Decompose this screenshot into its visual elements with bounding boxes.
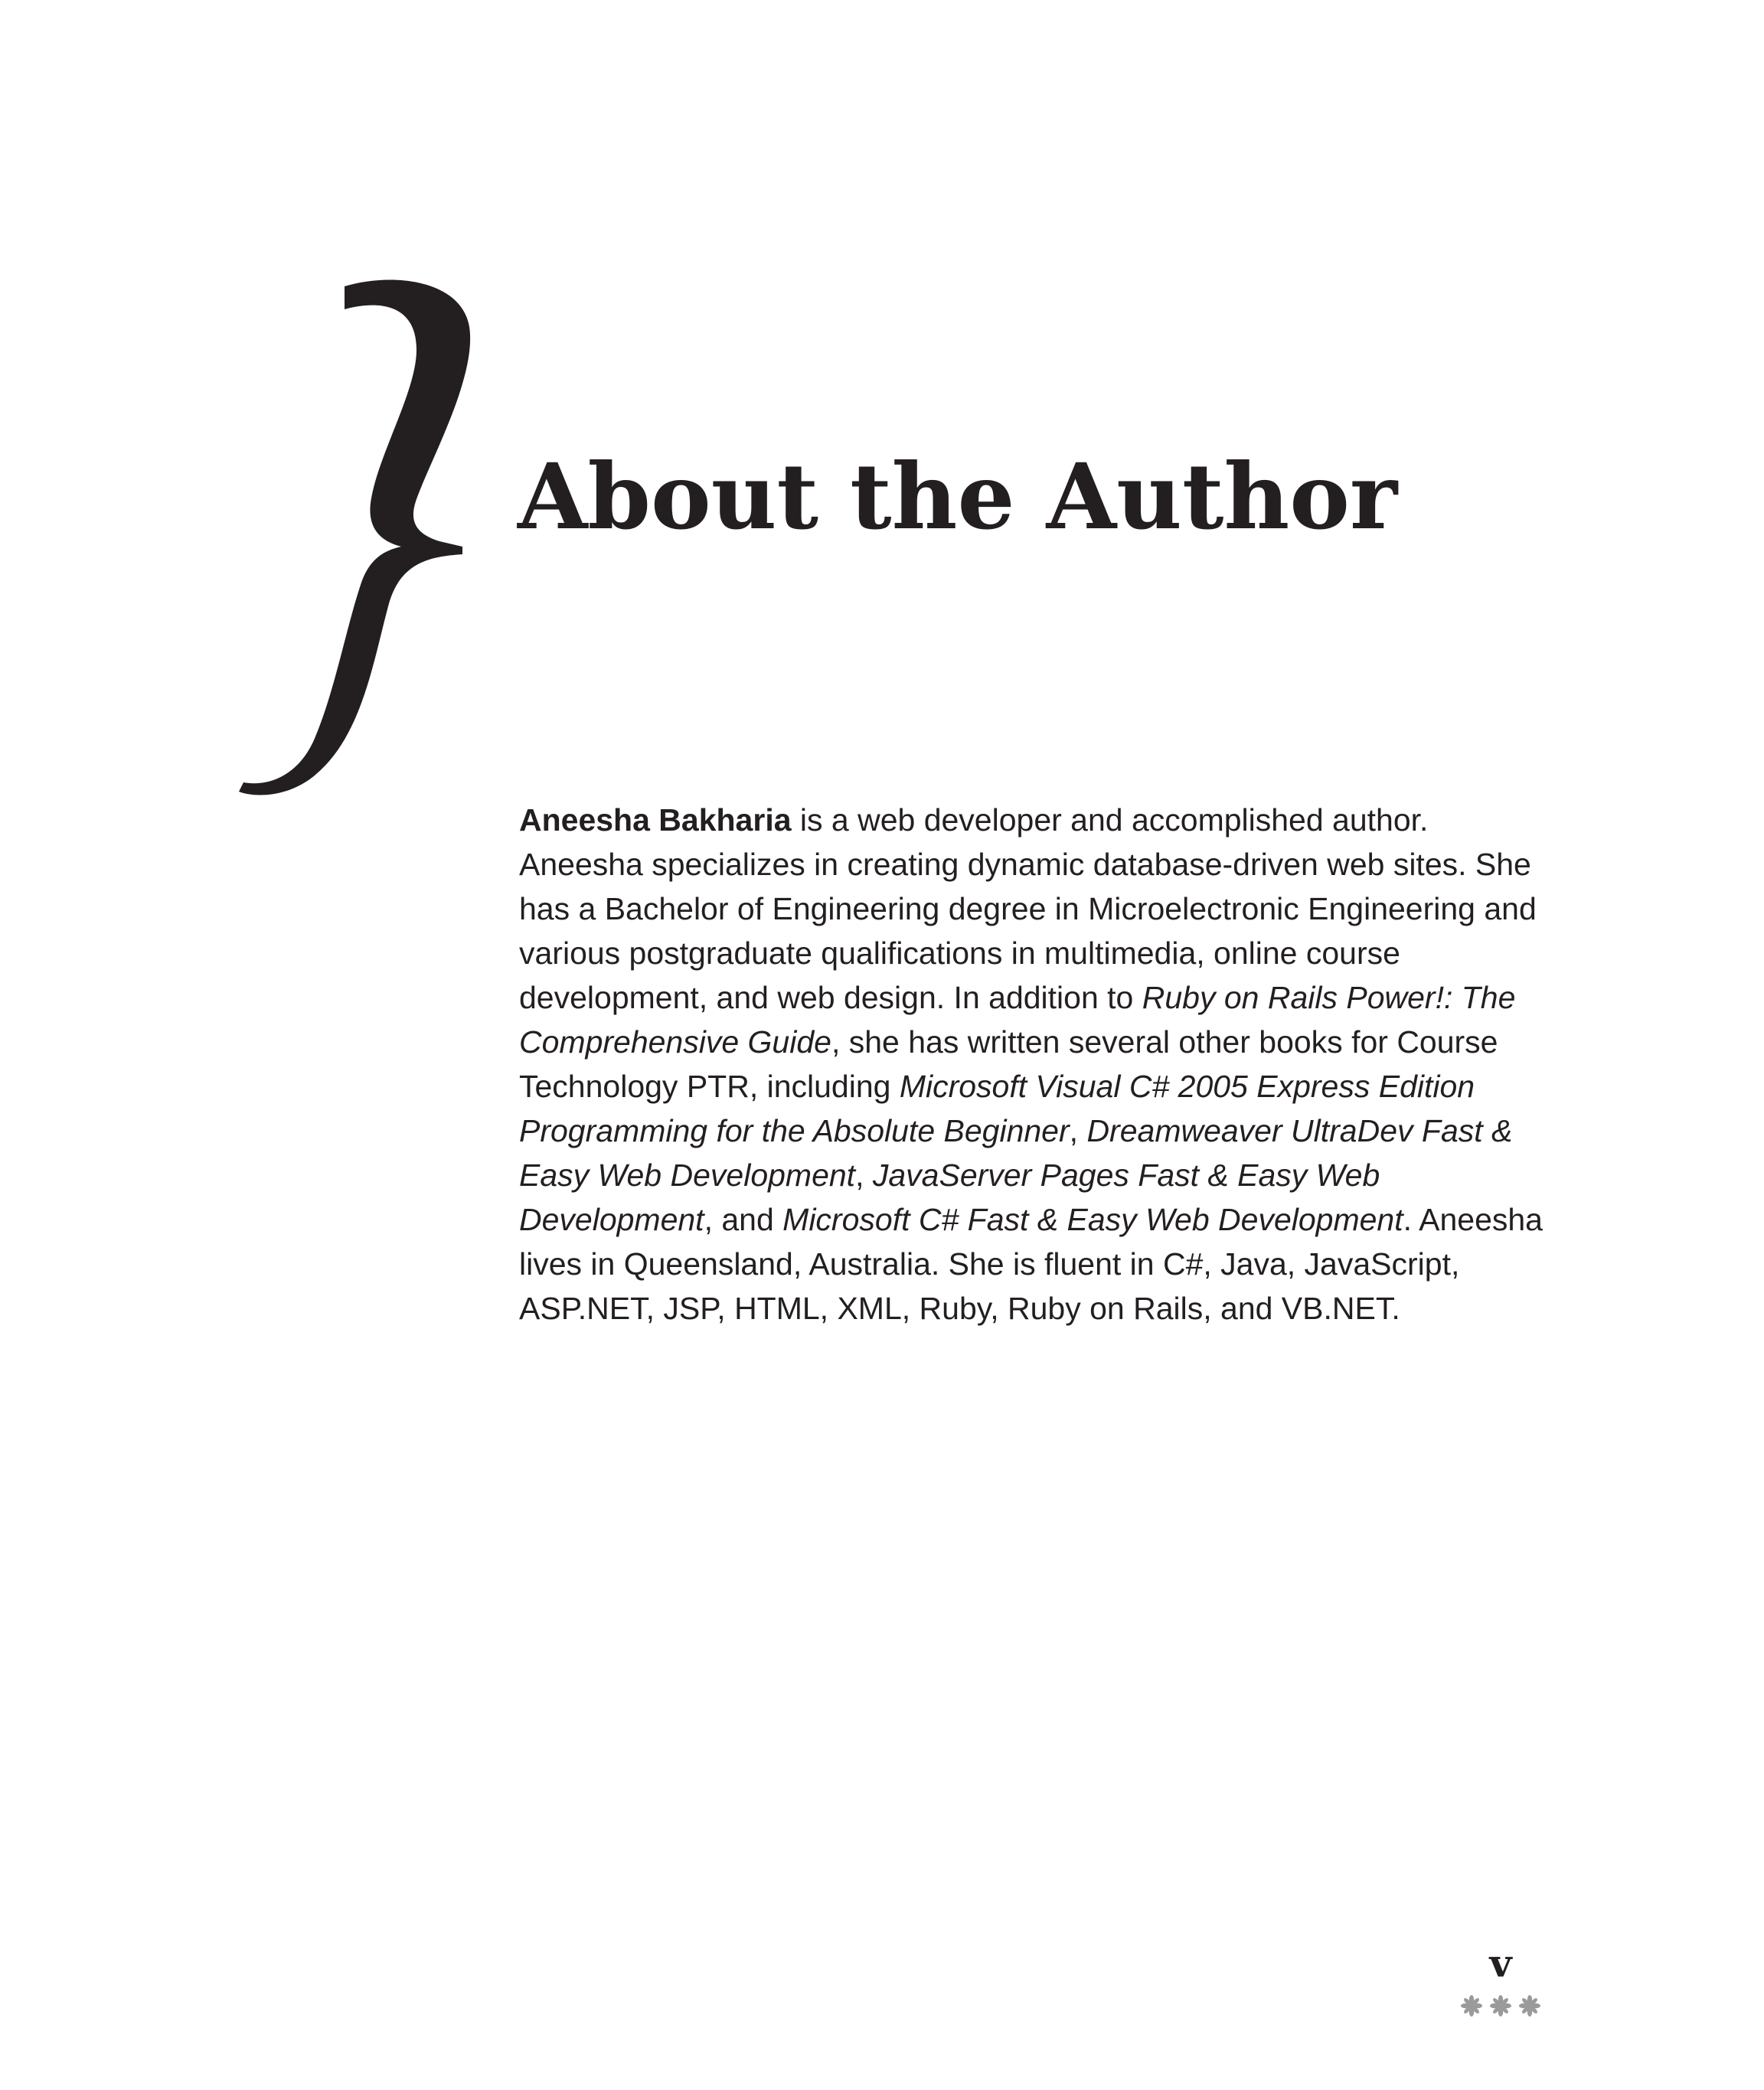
author-biography [519, 798, 1545, 1331]
bio-text: is a web developer and accomplished author. Aneesha specializes in creating dynamic database-driven web sites. She has a Bachelor of Engineering degree in Microelectronic Engineering and various postgraduate qualifications in multimedia, online course development, and web design. In addition to [519, 802, 1537, 1015]
flower-icon [1461, 1995, 1482, 2017]
flower-icon [1519, 1995, 1540, 2017]
book-title: Ruby on Rails Power!: The Comprehensive Guide [519, 980, 1516, 1060]
book-title: Dreamweaver UltraDev Fast & Easy Web Development [519, 1113, 1513, 1193]
page-number: v [1489, 1941, 1512, 1986]
author-name: Aneesha Bakharia [519, 802, 792, 838]
bio-text: , and [704, 1202, 783, 1237]
book-title: JavaServer Pages Fast & Easy Web Development [519, 1158, 1380, 1237]
flower-icon [1490, 1995, 1511, 2017]
bio-text: , [855, 1158, 873, 1193]
chapter-title: About the Author [518, 443, 1398, 550]
brace-ornament-icon [239, 277, 484, 798]
book-title: Microsoft Visual C# 2005 Express Edition Programming for the Absolute Beginner [519, 1069, 1475, 1148]
bio-text: . Aneesha lives in Queensland, Australia. She is fluent in C#, Java, JavaScript, ASP.NET, JSP, HTML, XML, Ruby, Ruby on Rails, and VB.NET. [519, 1202, 1543, 1326]
bio-text: , [1069, 1113, 1087, 1148]
book-title: Microsoft C# Fast & Easy Web Development [782, 1202, 1403, 1237]
three-flower-ornament-icon [1455, 1990, 1547, 2021]
bio-text: , she has written several other books for Course Technology PTR, including [519, 1024, 1498, 1104]
